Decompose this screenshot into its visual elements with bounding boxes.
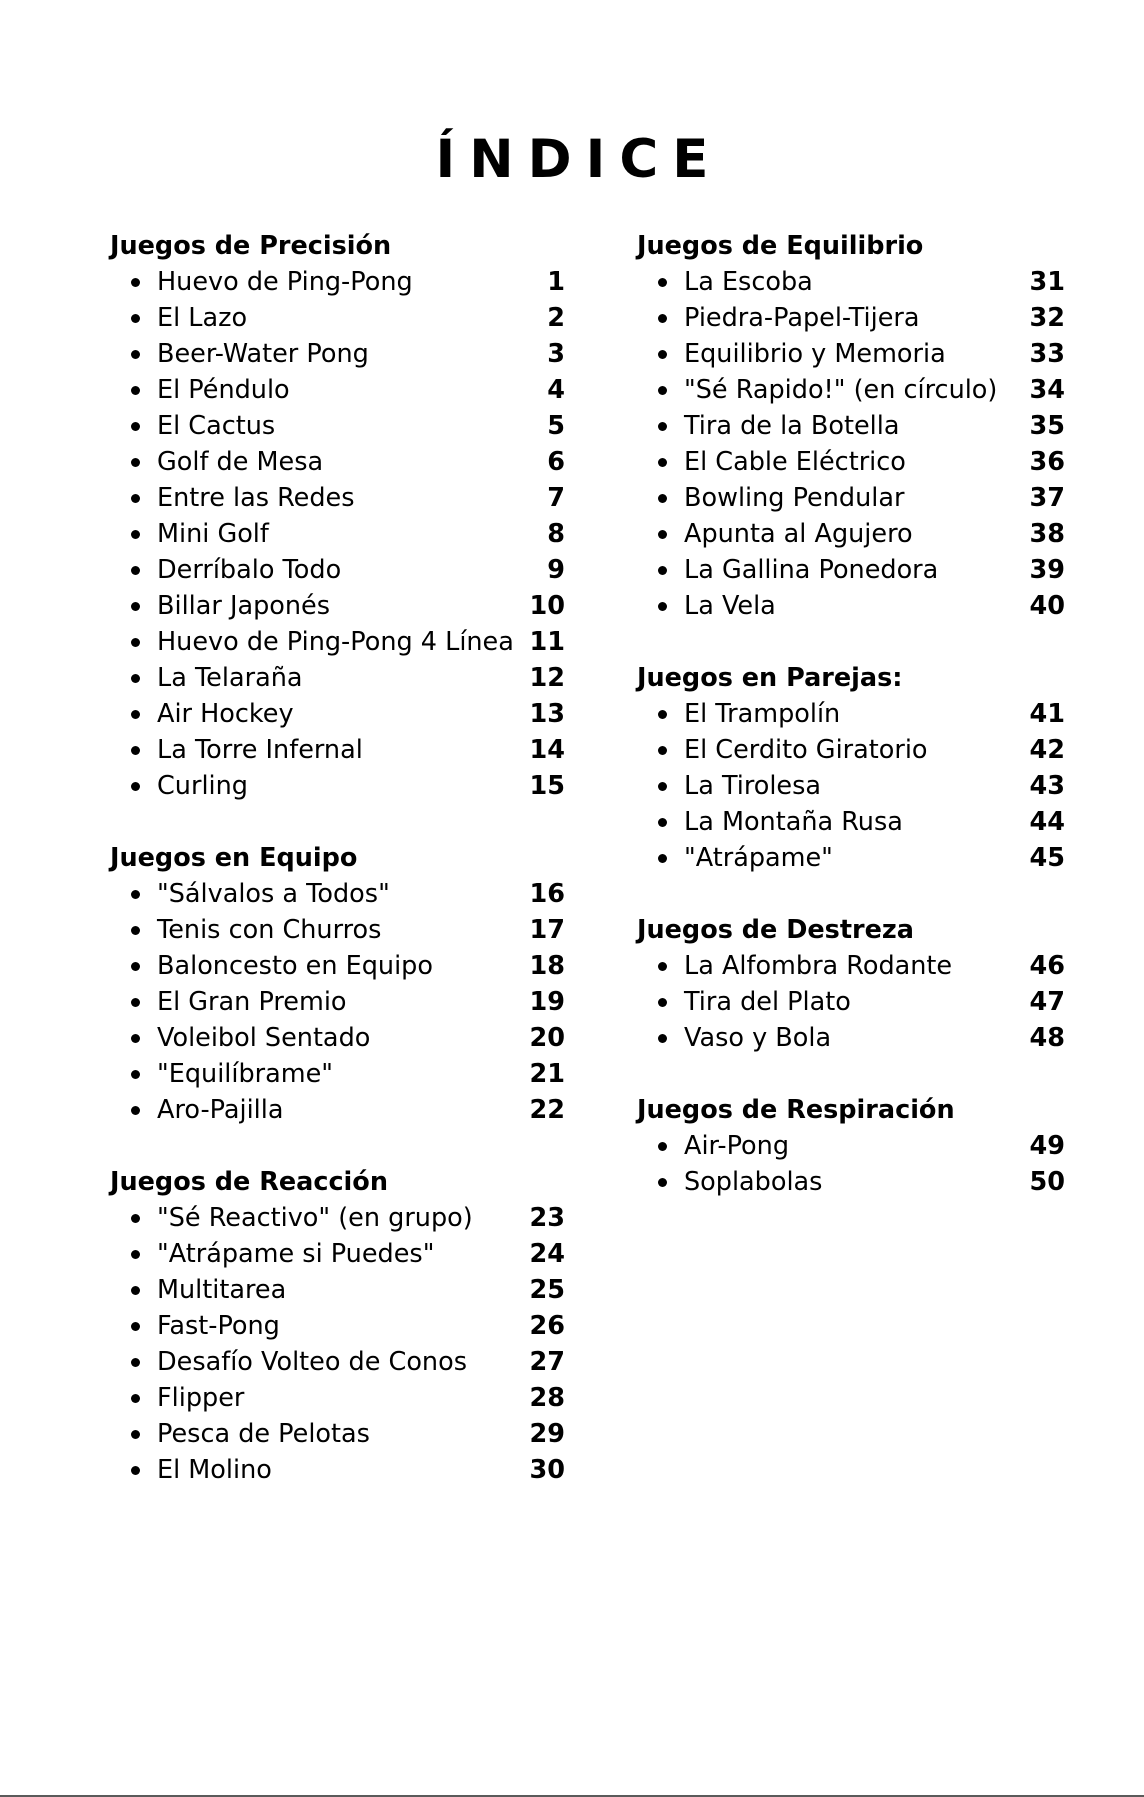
entry-title: Billar Japonés [157, 591, 331, 621]
entry-title: La Vela [684, 591, 776, 621]
toc-entry[interactable] [637, 408, 1065, 444]
entry-list [637, 696, 1065, 876]
section-title: Juegos de Precisión [110, 231, 392, 261]
toc-entry[interactable] [110, 1236, 565, 1272]
toc-entry[interactable] [110, 1272, 565, 1308]
bullet-icon [131, 458, 140, 467]
entry-title: Equilibrio y Memoria [684, 339, 946, 369]
bullet-icon [131, 1070, 140, 1079]
toc-entry[interactable] [110, 1020, 565, 1056]
toc-entry[interactable] [110, 984, 565, 1020]
right-column [637, 228, 1065, 1236]
entry-list [637, 948, 1065, 1056]
bullet-icon [131, 1034, 140, 1043]
entry-title: Tenis con Churros [157, 915, 382, 945]
bullet-icon [131, 638, 140, 647]
toc-entry[interactable] [637, 984, 1065, 1020]
toc-entry[interactable] [637, 264, 1065, 300]
toc-entry[interactable] [110, 1452, 565, 1488]
bullet-icon [658, 854, 667, 863]
entry-title: La Torre Infernal [157, 735, 363, 765]
left-column [110, 228, 565, 1524]
entry-title: "Atrápame si Puedes" [157, 1239, 435, 1269]
toc-entry[interactable] [110, 1380, 565, 1416]
entry-title: "Sálvalos a Todos" [157, 879, 390, 909]
bullet-icon [658, 350, 667, 359]
page-number: 25 [529, 1275, 565, 1305]
bullet-icon [658, 278, 667, 287]
page-number: 35 [1029, 411, 1065, 441]
page-number: 18 [529, 951, 565, 981]
page-number: 15 [529, 771, 565, 801]
bullet-icon [658, 314, 667, 323]
entry-title: El Cerdito Giratorio [684, 735, 928, 765]
toc-entry[interactable] [110, 1308, 565, 1344]
bullet-icon [658, 1178, 667, 1187]
toc-entry[interactable] [110, 336, 565, 372]
page-number: 33 [1029, 339, 1065, 369]
toc-entry[interactable] [110, 480, 565, 516]
toc-entry[interactable] [637, 804, 1065, 840]
toc-entry[interactable] [110, 552, 565, 588]
entry-title: El Molino [157, 1455, 272, 1485]
toc-entry[interactable] [110, 624, 565, 660]
bullet-icon [131, 746, 140, 755]
section-title: Juegos de Reacción [110, 1167, 388, 1197]
page-number: 39 [1029, 555, 1065, 585]
page-number: 22 [529, 1095, 565, 1125]
toc-entry[interactable] [637, 948, 1065, 984]
page-number: 50 [1029, 1167, 1065, 1197]
toc-entry[interactable] [637, 444, 1065, 480]
bullet-icon [131, 1250, 140, 1259]
bullet-icon [658, 746, 667, 755]
toc-entry[interactable] [637, 840, 1065, 876]
bullet-icon [658, 458, 667, 467]
bullet-icon [658, 530, 667, 539]
page-number: 36 [1029, 447, 1065, 477]
entry-title: Piedra-Papel-Tijera [684, 303, 920, 333]
page-number: 44 [1029, 807, 1065, 837]
entry-title: La Alfombra Rodante [684, 951, 953, 981]
toc-entry[interactable] [637, 1128, 1065, 1164]
page-number: 38 [1029, 519, 1065, 549]
toc-entry[interactable] [110, 264, 565, 300]
page-number: 19 [529, 987, 565, 1017]
bullet-icon [658, 818, 667, 827]
page-number: 30 [529, 1455, 565, 1485]
bullet-icon [131, 350, 140, 359]
bullet-icon [658, 962, 667, 971]
bullet-icon [658, 782, 667, 791]
toc-section [110, 228, 565, 804]
bullet-icon [658, 386, 667, 395]
page-number: 41 [1029, 699, 1065, 729]
entry-title: Vaso y Bola [684, 1023, 832, 1053]
bullet-icon [658, 602, 667, 611]
bullet-icon [658, 1142, 667, 1151]
bullet-icon [131, 998, 140, 1007]
bullet-icon [131, 278, 140, 287]
page-number: 40 [1029, 591, 1065, 621]
page-number: 1 [547, 267, 565, 297]
bullet-icon [131, 386, 140, 395]
bullet-icon [131, 1430, 140, 1439]
toc-entry[interactable] [110, 912, 565, 948]
entry-title: Soplabolas [684, 1167, 823, 1197]
bullet-icon [131, 710, 140, 719]
page-number: 16 [529, 879, 565, 909]
bullet-icon [131, 1394, 140, 1403]
entry-list [637, 1128, 1065, 1200]
entry-title: "Sé Reactivo" (en grupo) [157, 1203, 473, 1233]
entry-title: Flipper [157, 1383, 245, 1413]
entry-title: La Gallina Ponedora [684, 555, 939, 585]
page-number: 13 [529, 699, 565, 729]
section-title: Juegos de Equilibrio [637, 231, 924, 261]
toc-entry[interactable] [110, 1092, 565, 1128]
entry-title: El Lazo [157, 303, 248, 333]
toc-entry[interactable] [637, 300, 1065, 336]
page-number: 9 [547, 555, 565, 585]
page-number: 4 [547, 375, 565, 405]
entry-title: El Trampolín [684, 699, 841, 729]
bullet-icon [131, 1322, 140, 1331]
page-number: 47 [1029, 987, 1065, 1017]
entry-title: Huevo de Ping-Pong [157, 267, 413, 297]
toc-section [637, 228, 1065, 624]
entry-list [637, 264, 1065, 624]
toc-entry[interactable] [110, 948, 565, 984]
toc-entry[interactable] [637, 336, 1065, 372]
entry-title: El Cable Eléctrico [684, 447, 906, 477]
entry-list [110, 1200, 565, 1488]
toc-entry[interactable] [110, 372, 565, 408]
entry-title: Bowling Pendular [684, 483, 905, 513]
toc-entry[interactable] [110, 660, 565, 696]
bullet-icon [658, 422, 667, 431]
toc-entry[interactable] [110, 1200, 565, 1236]
entry-title: El Gran Premio [157, 987, 347, 1017]
page-number: 10 [529, 591, 565, 621]
page-number: 37 [1029, 483, 1065, 513]
bullet-icon [131, 1466, 140, 1475]
toc-entry[interactable] [637, 480, 1065, 516]
toc-entry[interactable] [110, 732, 565, 768]
entry-title: Derríbalo Todo [157, 555, 342, 585]
section-title: Juegos en Equipo [110, 843, 358, 873]
page-number: 49 [1029, 1131, 1065, 1161]
bullet-icon [131, 1106, 140, 1115]
entry-title: El Péndulo [157, 375, 290, 405]
toc-entry[interactable] [637, 516, 1065, 552]
toc-entry[interactable] [637, 1164, 1065, 1200]
page-number: 21 [529, 1059, 565, 1089]
page-number: 46 [1029, 951, 1065, 981]
toc-entry[interactable] [110, 876, 565, 912]
page-number: 20 [529, 1023, 565, 1053]
entry-list [110, 264, 565, 804]
entry-title: Baloncesto en Equipo [157, 951, 433, 981]
entry-title: La Tirolesa [684, 771, 822, 801]
entry-title: Beer-Water Pong [157, 339, 369, 369]
bullet-icon [131, 674, 140, 683]
bullet-icon [131, 890, 140, 899]
page-title: ÍNDICE [435, 128, 723, 190]
section-title: Juegos de Respiración [637, 1095, 955, 1125]
entry-title: "Equilíbrame" [157, 1059, 333, 1089]
bullet-icon [131, 1286, 140, 1295]
entry-title: Tira del Plato [684, 987, 851, 1017]
page-number: 26 [529, 1311, 565, 1341]
page-number: 43 [1029, 771, 1065, 801]
toc-entry[interactable] [637, 1020, 1065, 1056]
bullet-icon [131, 1358, 140, 1367]
entry-title: Apunta al Agujero [684, 519, 913, 549]
entry-title: Aro-Pajilla [157, 1095, 284, 1125]
page-number: 14 [529, 735, 565, 765]
page-number: 31 [1029, 267, 1065, 297]
page-number: 23 [529, 1203, 565, 1233]
entry-title: Entre las Redes [157, 483, 355, 513]
page-number: 6 [547, 447, 565, 477]
bullet-icon [131, 530, 140, 539]
bullet-icon [131, 566, 140, 575]
page-number: 27 [529, 1347, 565, 1377]
entry-title: Curling [157, 771, 248, 801]
entry-title: Multitarea [157, 1275, 287, 1305]
page-number: 7 [547, 483, 565, 513]
bullet-icon [131, 494, 140, 503]
entry-title: Golf de Mesa [157, 447, 324, 477]
toc-entry[interactable] [110, 768, 565, 804]
page-number: 3 [547, 339, 565, 369]
entry-title: "Atrápame" [684, 843, 833, 873]
page-number: 45 [1029, 843, 1065, 873]
bullet-icon [658, 998, 667, 1007]
toc-section [637, 660, 1065, 876]
page-number: 34 [1029, 375, 1065, 405]
toc-entry[interactable] [110, 408, 565, 444]
bullet-icon [131, 962, 140, 971]
toc-section [110, 840, 565, 1128]
entry-title: Huevo de Ping-Pong 4 Línea [157, 627, 514, 657]
entry-title: La Montaña Rusa [684, 807, 903, 837]
toc-entry[interactable] [110, 444, 565, 480]
toc-entry[interactable] [637, 768, 1065, 804]
toc-entry[interactable] [110, 696, 565, 732]
toc-entry[interactable] [110, 1344, 565, 1380]
bullet-icon [131, 926, 140, 935]
page-number: 5 [547, 411, 565, 441]
section-title: Juegos de Destreza [637, 915, 914, 945]
toc-section [110, 1164, 565, 1488]
toc-entry[interactable] [637, 696, 1065, 732]
entry-title: Mini Golf [157, 519, 269, 549]
toc-entry[interactable] [637, 732, 1065, 768]
entry-title: Fast-Pong [157, 1311, 280, 1341]
entry-title: "Sé Rapido!" (en círculo) [684, 375, 998, 405]
bullet-icon [131, 782, 140, 791]
page-number: 29 [529, 1419, 565, 1449]
toc-entry[interactable] [110, 516, 565, 552]
bullet-icon [658, 566, 667, 575]
entry-title: El Cactus [157, 411, 276, 441]
bullet-icon [658, 710, 667, 719]
page-number: 2 [547, 303, 565, 333]
bullet-icon [658, 1034, 667, 1043]
toc-section [637, 912, 1065, 1056]
page-number: 11 [529, 627, 565, 657]
entry-title: Air Hockey [157, 699, 294, 729]
page-number: 28 [529, 1383, 565, 1413]
page-number: 8 [547, 519, 565, 549]
entry-title: Tira de la Botella [684, 411, 900, 441]
section-title: Juegos en Parejas: [637, 663, 903, 693]
page-number: 42 [1029, 735, 1065, 765]
toc-entry[interactable] [110, 300, 565, 336]
entry-title: La Telaraña [157, 663, 303, 693]
toc-entry[interactable] [637, 372, 1065, 408]
entry-title: Air-Pong [684, 1131, 790, 1161]
bullet-icon [131, 422, 140, 431]
toc-entry[interactable] [637, 588, 1065, 624]
toc-entry[interactable] [110, 588, 565, 624]
entry-title: Desafío Volteo de Conos [157, 1347, 467, 1377]
page-number: 48 [1029, 1023, 1065, 1053]
bullet-icon [131, 314, 140, 323]
entry-title: Pesca de Pelotas [157, 1419, 370, 1449]
toc-entry[interactable] [110, 1056, 565, 1092]
toc-section [637, 1092, 1065, 1200]
toc-entry[interactable] [637, 552, 1065, 588]
bullet-icon [131, 1214, 140, 1223]
entry-list [110, 876, 565, 1128]
entry-title: La Escoba [684, 267, 813, 297]
toc-entry[interactable] [110, 1416, 565, 1452]
page-number: 17 [529, 915, 565, 945]
bullet-icon [658, 494, 667, 503]
entry-title: Voleibol Sentado [157, 1023, 371, 1053]
page-number: 12 [529, 663, 565, 693]
page-number: 32 [1029, 303, 1065, 333]
bullet-icon [131, 602, 140, 611]
page-number: 24 [529, 1239, 565, 1269]
